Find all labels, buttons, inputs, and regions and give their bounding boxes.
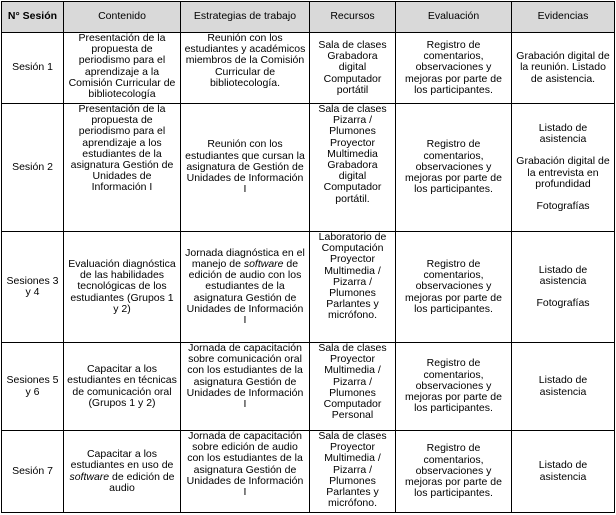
header-strategies: Estrategias de trabajo: [181, 2, 310, 33]
evaluation-cell: Registro de comentarios, observaciones y mejoras por parte de los participantes.: [396, 104, 512, 232]
header-evidence: Evidencias: [512, 2, 615, 33]
evidence-cell: [512, 104, 615, 232]
evidence-item: Listado de asistencia: [538, 459, 588, 483]
evidence-item: Grabación digital de la entrevista en profundidad: [516, 155, 610, 190]
resources-cell: Sala de clases Proyector Multimedia / Pizarra / Plumones Parlantes y micrófono.: [310, 431, 396, 513]
strategy-cell: Jornada diagnóstica en el manejo de software de edición de audio con los estudiantes de la asignatura Gestión de Unidades de Información I: [181, 232, 310, 343]
evidence-item: Listado de asistencia: [538, 374, 588, 398]
header-session: N° Sesión: [2, 2, 64, 33]
content-cell: Presentación de la propuesta de periodismo para el aprendizaje a los estudiantes de la asignatura Gestión de Unidades de Información I: [64, 104, 181, 232]
table-row: [2, 33, 615, 104]
evidence-item: Listado de asistencia: [538, 121, 588, 146]
table-row: [2, 104, 615, 232]
evidence-cell: [512, 232, 615, 343]
evidence-item: Fotografías: [536, 297, 590, 310]
evaluation-cell: Registro de comentarios, observaciones y mejoras por parte de los participantes.: [396, 343, 512, 431]
evidence-cell: [512, 431, 615, 513]
evidence-item: Fotografías: [536, 199, 590, 212]
content-cell: Presentación de la propuesta de periodismo para el aprendizaje a la Comisión Curricular de bibliotecología: [64, 33, 181, 104]
table-row: [2, 343, 615, 431]
evidence-item: Grabación digital de la reunión. Listado de asistencia.: [516, 50, 610, 85]
content-cell: Capacitar a los estudiantes en técnicas de comunicación oral (Grupos 1 y 2): [64, 343, 181, 431]
header-content: Contenido: [64, 2, 181, 33]
header-resources: Recursos: [310, 2, 396, 33]
strategy-cell: Reunión con los estudiantes que cursan la asignatura de Gestión de Unidades de Información I: [181, 104, 310, 232]
strategy-cell: Jornada de capacitación sobre edición de audio con los estudiantes de la asignatura Gestión de Unidades de Información I: [181, 431, 310, 513]
session-cell: Sesión 7: [2, 431, 64, 513]
session-cell: Sesión 1: [2, 33, 64, 104]
resources-cell: Sala de clases Proyector Multimedia / Pizarra / Plumones Computador Personal: [310, 343, 396, 431]
content-cell: Evaluación diagnóstica de las habilidades tecnológicas de los estudiantes (Grupos 1 y 2): [64, 232, 181, 343]
table-row: [2, 431, 615, 513]
content-cell: Capacitar a los estudiantes en uso de software de edición de audio: [64, 431, 181, 513]
header-row: [2, 2, 615, 33]
resources-cell: Sala de clases Grabadora digital Computador portátil: [310, 33, 396, 104]
work-plan-table: [1, 1, 615, 513]
evidence-item: Listado de asistencia: [538, 263, 588, 287]
strategy-cell: Jornada de capacitación sobre comunicación oral con los estudiantes de la asignatura Gestión de Unidades de Información I: [181, 343, 310, 431]
evaluation-cell: Registro de comentarios, observaciones y mejoras por parte de los participantes.: [396, 431, 512, 513]
session-cell: Sesión 2: [2, 104, 64, 232]
evidence-cell: [512, 343, 615, 431]
resources-cell: Laboratorio de Computación Proyector Multimedia / Pizarra / Plumones Parlantes y micrófono.: [310, 232, 396, 343]
session-cell: Sesiones 3 y 4: [2, 232, 64, 343]
evaluation-cell: Registro de comentarios, observaciones y mejoras por parte de los participantes.: [396, 232, 512, 343]
table-row: [2, 232, 615, 343]
session-cell: Sesiones 5 y 6: [2, 343, 64, 431]
strategy-cell: Reunión con los estudiantes y académicos miembros de la Comisión Curricular de bibliotecología.: [181, 33, 310, 104]
evidence-cell: [512, 33, 615, 104]
resources-cell: Sala de clases Pizarra / Plumones Proyector Multimedia Grabadora digital Computador portátil.: [310, 104, 396, 232]
header-evaluation: Evaluación: [396, 2, 512, 33]
evaluation-cell: Registro de comentarios, observaciones y mejoras por parte de los participantes.: [396, 33, 512, 104]
